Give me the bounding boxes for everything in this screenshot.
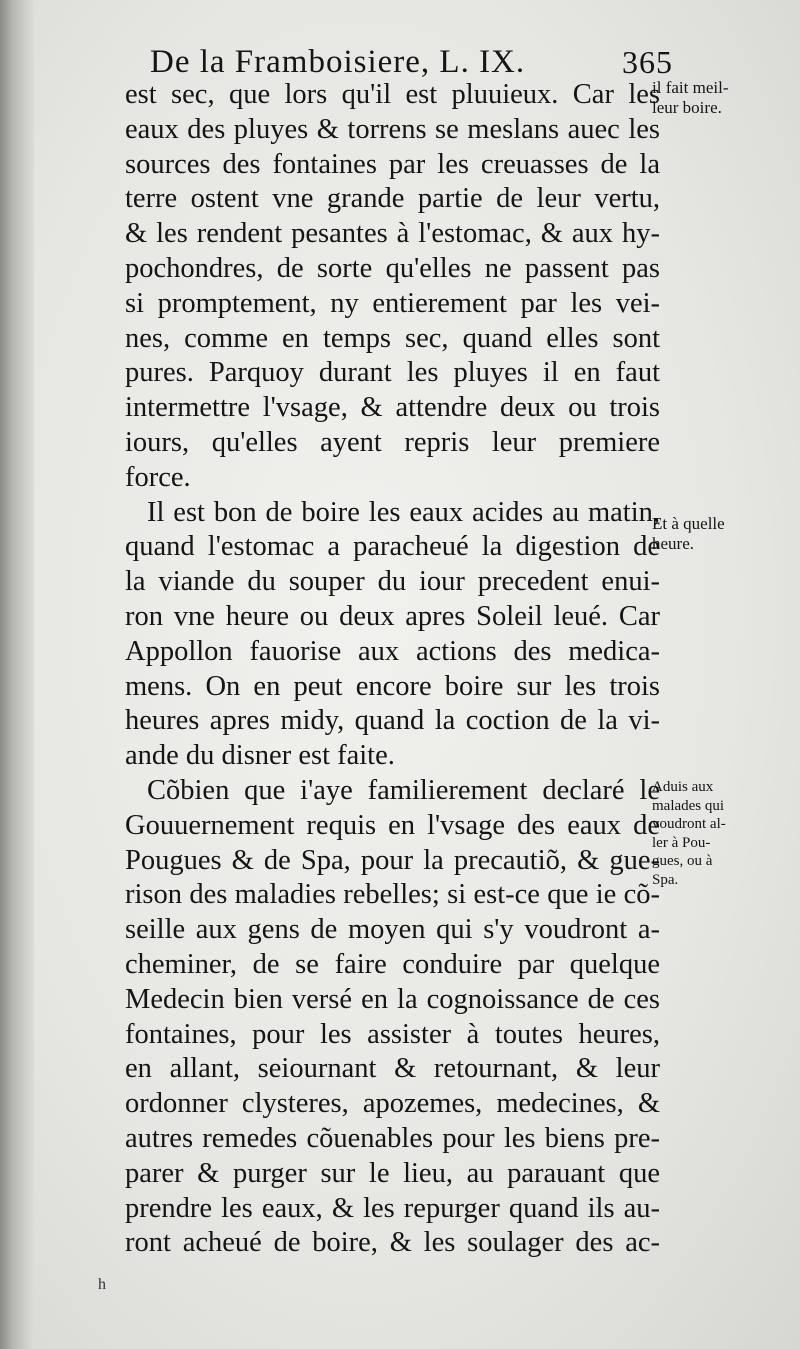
margin-note-line: Aduis aux <box>652 779 714 795</box>
text-line: eaux des pluyes & torrens se meslans auec les <box>125 113 660 145</box>
text-line: mens. On en peut encore boire sur les trois <box>125 670 660 702</box>
margin-note-line: voudront al- <box>652 816 726 832</box>
text-line: Il est bon de boire les eaux acides au matin, <box>147 496 660 528</box>
text-line: ande du disner est faite. <box>125 740 395 772</box>
text-line: intermettre l'vsage, & attendre deux ou trois <box>125 392 660 424</box>
margin-note-line: malades qui <box>652 797 725 814</box>
text-line: Cõbien que i'aye familierement declaré le <box>147 774 660 806</box>
text-line: sources des fontaines par les creuasses de la <box>125 148 660 180</box>
text-line: est sec, que lors qu'il est pluuieux. Car les <box>125 79 660 110</box>
text-line: & les rendent pesantes à l'estomac, & aux hy- <box>125 218 660 250</box>
text-line: cheminer, de se faire conduire par quelque <box>125 948 660 980</box>
text-line: rison des maladies rebelles; si est-ce que ie cõ- <box>125 879 660 911</box>
text-line: fontaines, pour les assister à toutes heures, <box>125 1018 660 1050</box>
body-text <box>125 78 660 1261</box>
text-line: Appollon fauorise aux actions des medica- <box>125 635 660 667</box>
text-line: pochondres, de sorte qu'elles ne passent pas <box>125 252 660 284</box>
text-line: seille aux gens de moyen qui s'y voudront a- <box>125 914 660 946</box>
text-line: ordonner clysteres, apozemes, medecines, & <box>125 1088 660 1120</box>
margin-note-line: il fait meil- <box>652 78 729 97</box>
text-line: ron vne heure ou deux apres Soleil leué. Car <box>125 600 660 632</box>
text-line: Pougues & de Spa, pour la precautiõ, & gue- <box>125 844 660 876</box>
text-line: heures apres midy, quand la coction de la vi- <box>125 705 660 737</box>
margin-note-what-hour <box>652 514 792 554</box>
text-line: iours, qu'elles ayent repris leur premiere <box>125 426 660 458</box>
page-number: 365 <box>622 44 673 80</box>
text-line: en allant, seiournant & retournant, & leur <box>125 1053 660 1085</box>
text-line: autres remedes cõuenables pour les biens pre- <box>125 1122 660 1154</box>
margin-note-line: gues, ou à <box>652 853 713 869</box>
text-line: terre ostent vne grande partie de leur vertu, <box>125 183 660 215</box>
margin-note-advice-to-sick <box>652 778 792 889</box>
text-line: parer & purger sur le lieu, au parauant que <box>125 1157 660 1189</box>
margin-note-line: ler à Pou- <box>652 834 711 851</box>
running-title: De la Framboisiere, L. IX. <box>150 44 526 80</box>
text-line: force. <box>125 461 191 493</box>
margin-note-better-drinking <box>652 78 792 118</box>
text-line: prendre les eaux, & les repurger quand ils au- <box>125 1192 660 1224</box>
margin-note-line: Et à quelle <box>652 514 725 533</box>
stray-mark: h <box>98 1276 106 1293</box>
text-line: quand l'estomac a paracheué la digestion de <box>125 531 660 563</box>
page-gutter-shadow <box>0 0 34 1349</box>
text-line: Medecin bien versé en la cognoissance de ces <box>125 983 660 1015</box>
text-line: ront acheué de boire, & les soulager des ac- <box>125 1227 660 1259</box>
text-line: la viande du souper du iour precedent enui- <box>125 566 660 598</box>
text-line: si promptement, ny entierement par les vei- <box>125 287 660 319</box>
margin-note-line: heure. <box>652 534 695 553</box>
text-line: pures. Parquoy durant les pluyes il en faut <box>125 357 660 389</box>
text-line: nes, comme en temps sec, quand elles sont <box>125 322 660 354</box>
margin-note-line: leur boire. <box>652 98 722 117</box>
margin-note-line: Spa. <box>652 871 679 888</box>
text-line: Gouuernement requis en l'vsage des eaux de <box>125 809 660 841</box>
